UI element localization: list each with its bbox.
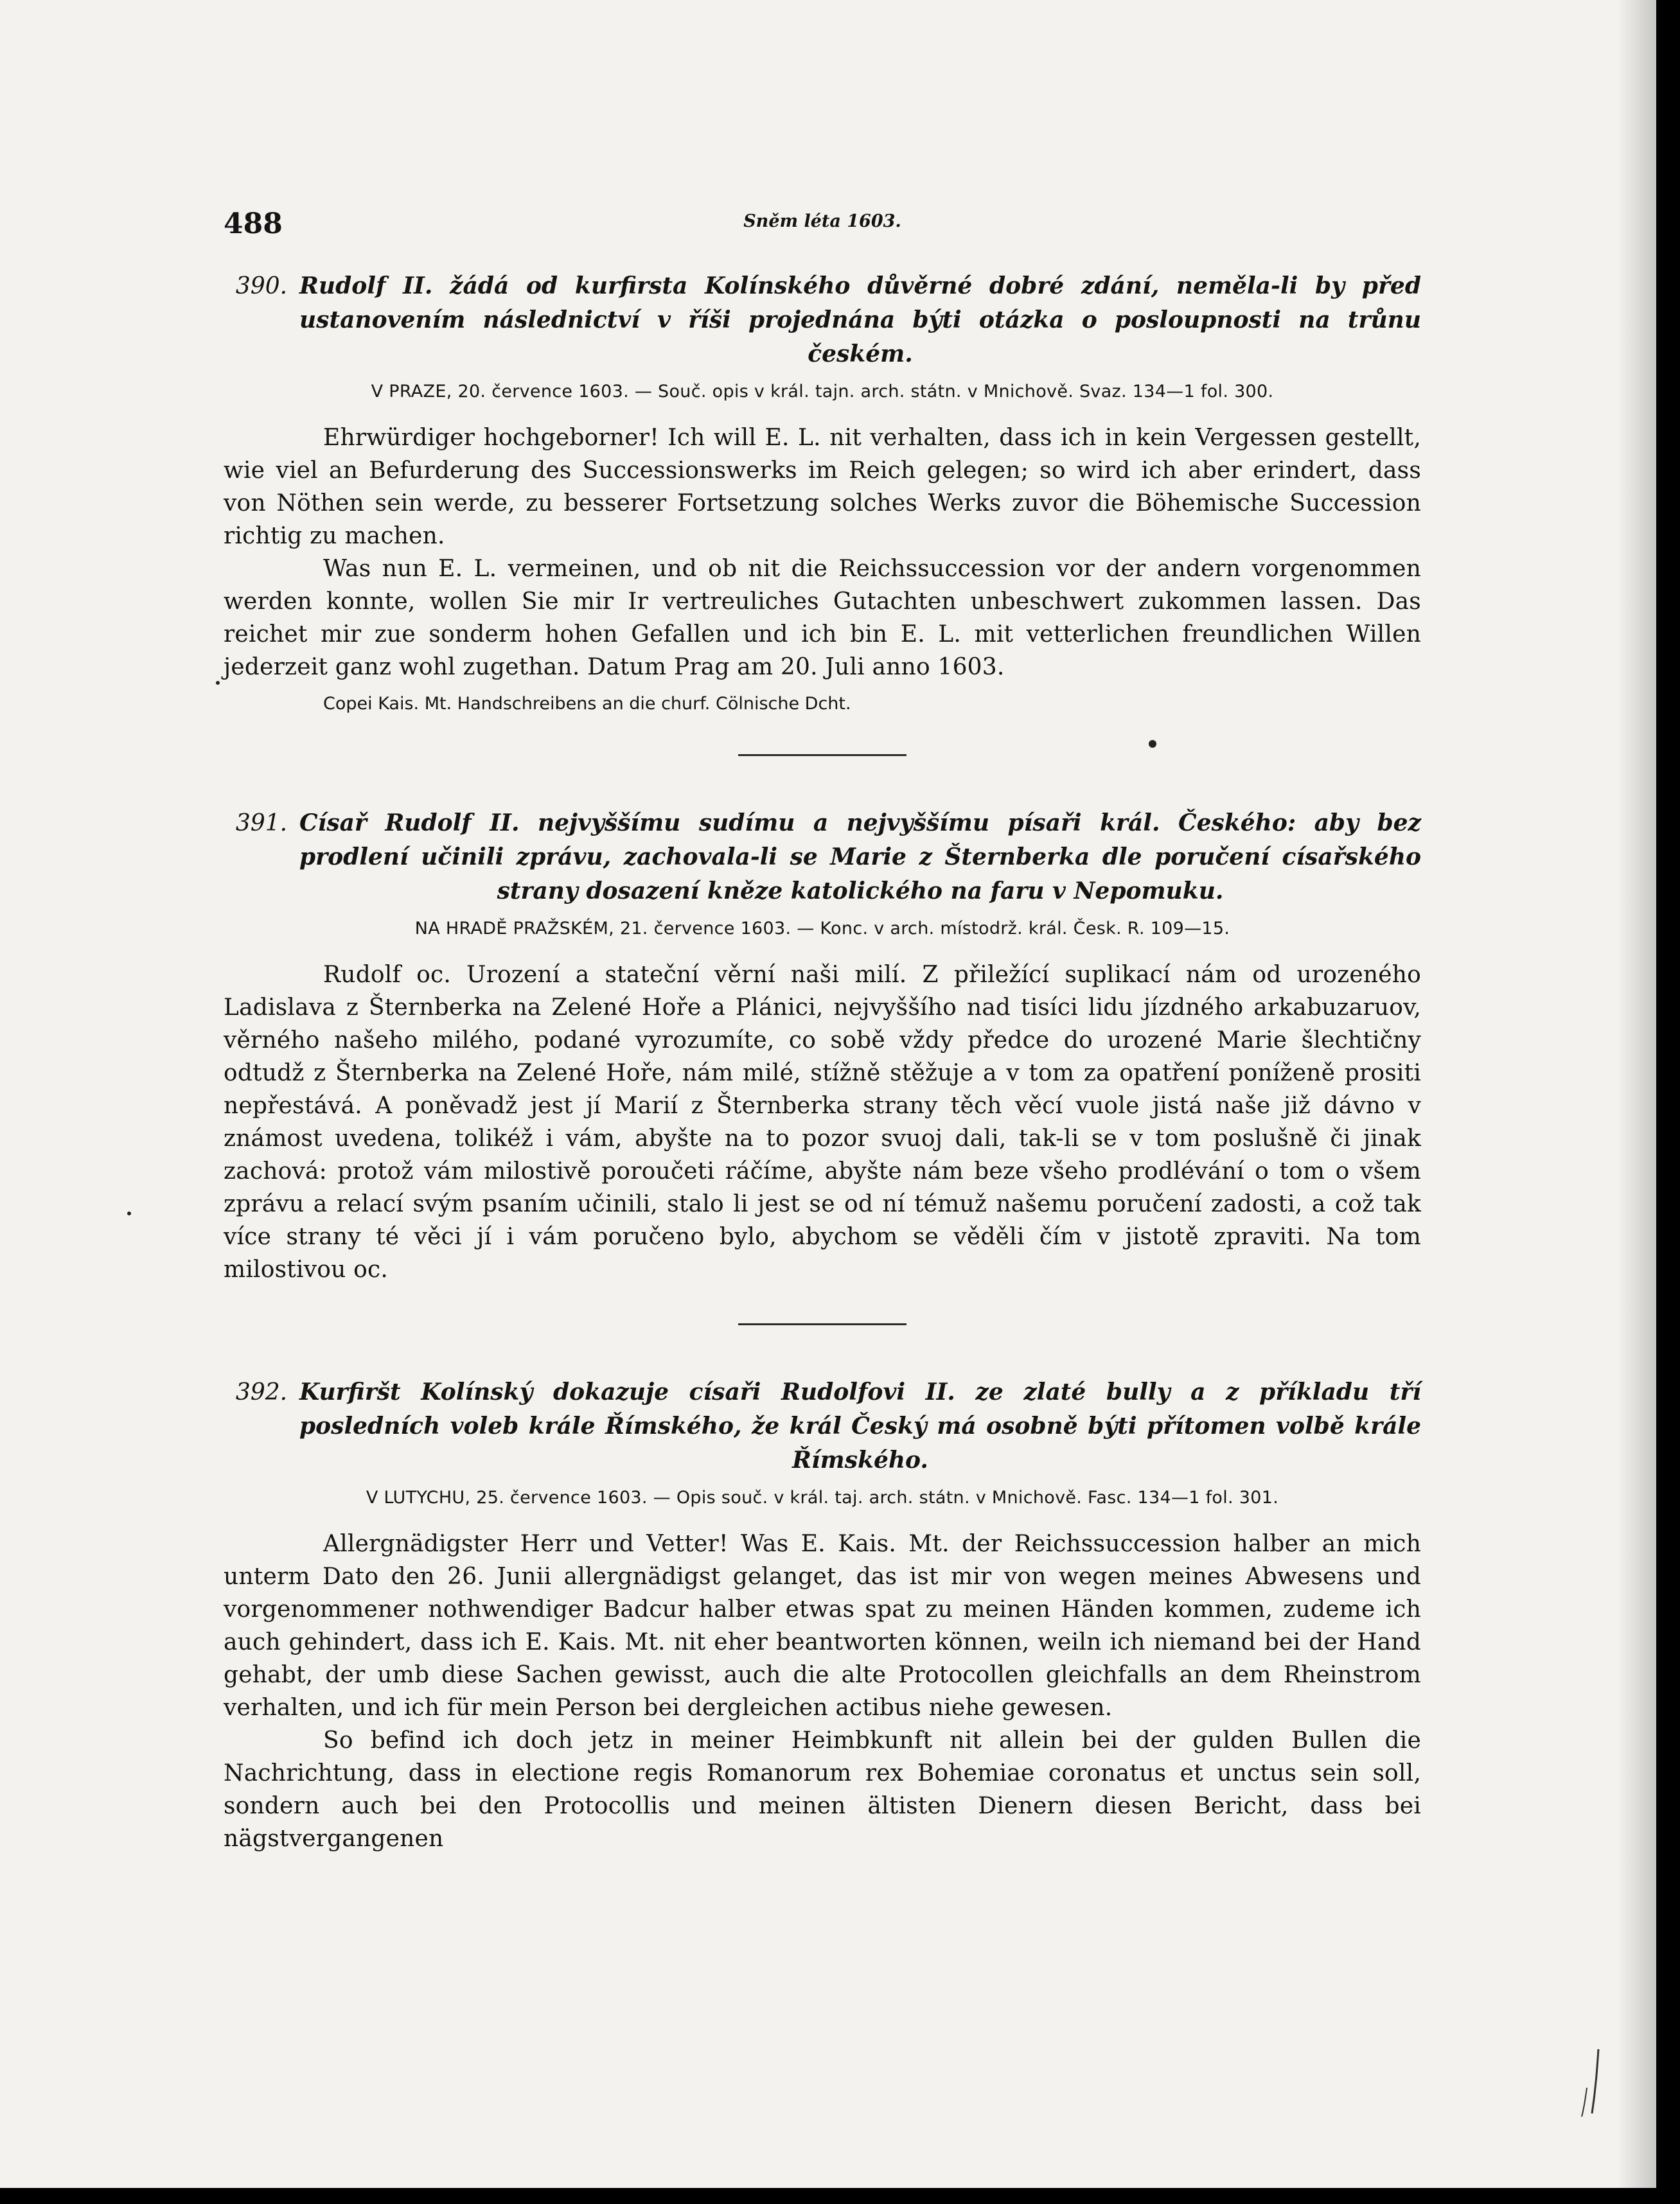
source-note: Copei Kais. Mt. Handschreibens an die churf. Cölnische Dcht. — [323, 694, 851, 714]
paragraph: Rudolf oc. Urození a stateční věrní naši milí. Z přiležící suplikací nám od urozeného Ladislava z Šternberka na Zelené Hoře a Plánici, nejvyššího nad tisíci lidu jízdného arkabuzaruov, věrného našeho milého, podané vyrozumíte, co sobě vždy předce do urozené Marie šlechtičny odtudž z Šternberka na Zelené Hoře, nám milé, stížně stěžuje a v tom za opatření poníženě prositi nepřestává. A poněvadž jest jí Marií z Šternberka strany těch věcí vuole jistá naše již dávno v známost uvedena, tolikéž i vám, abyšte na to pozor svuoj dali, tak-li se v tom poslušně či jinak zachová: protož vám milostivě poroučeti ráčíme, abyšte nám beze všeho prodlévání o tom o všem zprávu a relací svým psaním učinili, stalo li jest se od ní témuž našemu poručení zadosti, a což tak více strany té věci jí i vám poručeno bylo, abychom se věděli čím v jistotě zpraviti. Na tom milostivou oc. — [224, 962, 1421, 1283]
page-content — [224, 202, 1421, 1855]
paragraph: Ehrwürdiger hochgeborner! Ich will E. L. nit verhalten, dass ich in kein Vergessen gestellt, wie viel an Befurderung des Successionswerks im Reich gelegen; so wird ich aber erindert, dass von Nöthen sein werde, zu besserer Fortsetzung solches Werks zuvor die Böhemische Succession richtig zu machen. — [224, 425, 1421, 549]
document-391 — [224, 806, 1421, 1325]
document-392 — [224, 1375, 1421, 1855]
scan-speck — [1149, 740, 1156, 748]
page-edge-shadow — [1618, 0, 1656, 2188]
document-heading — [224, 269, 1421, 371]
paragraph: So befind ich doch jetz in meiner Heimbkunft nit allein bei der gulden Bullen die Nachrichtung, dass in electione regis Romanorum rex Bohemiae coronatus et unctus sein soll, sondern auch bei den Protocollis und meinen ältisten Dienern diesen Bericht, dass bei nägstvergangenen — [224, 1727, 1421, 1852]
document-title: Rudolf II. žádá od kurfirsta Kolínského důvěrné dobré zdání, neměla-li by před ustanovením následnictví v říši projednána býti otázka o posloupnosti na trůnu českém. — [299, 272, 1421, 367]
margin-pencil-mark — [1573, 2043, 1611, 2120]
document-number: 391. — [235, 810, 288, 836]
document-title: Císař Rudolf II. nejvyššímu sudímu a nejvyššímu písaři král. Českého: aby bez prodlení učinili zprávu, zachovala-li se Marie z Šternberka dle poručení císařského strany dosazení kněze katolického na faru v Nepomuku. — [299, 809, 1421, 904]
document-number: 390. — [235, 273, 288, 299]
document-390 — [224, 269, 1421, 756]
document-number: 392. — [235, 1379, 288, 1406]
running-head — [224, 202, 1421, 241]
document-dateline: NA HRADĚ PRAŽSKÉM, 21. července 1603. — Konc. v arch. místodrž. král. Česk. R. 109—15. — [414, 919, 1230, 939]
scan-speck — [127, 1212, 131, 1215]
page-number: 488 — [224, 207, 283, 240]
running-title: Sněm léta 1603. — [743, 211, 901, 231]
section-divider — [738, 1323, 906, 1325]
document-dateline: V PRAZE, 20. července 1603. — Souč. opis v král. tajn. arch. státn. v Mnichově. Svaz. 134—1 fol. 300. — [371, 382, 1274, 401]
document-heading — [224, 1375, 1421, 1477]
scan-speck — [216, 681, 220, 685]
paragraph: Was nun E. L. vermeinen, und ob nit die Reichssuccession vor der andern vorgenommen werden konnte, wollen Sie mir Ir vertreuliches Gutachten unbeschwert zukommen lassen. Das reichet mir zue sonderm hohen Gefallen und ich bin E. L. mit vetterlichen freundlichen Willen jederzeit ganz wohl zugethan. Datum Prag am 20. Juli anno 1603. — [224, 556, 1421, 680]
section-divider — [738, 754, 906, 756]
paragraph: Allergnädigster Herr und Vetter! Was E. Kais. Mt. der Reichssuccession halber an mich unterm Dato den 26. Junii allergnädigst gelanget, das ist mir von wegen meines Abwesens und vorgenommener nothwendiger Badcur halber etwas spat zu meinen Händen kommen, zudeme ich auch gehindert, dass ich E. Kais. Mt. nit eher beantworten können, weiln ich niemand bei der Hand gehabt, der umb diese Sachen gewisst, auch die alte Protocollen gleichfalls an dem Rheinstrom verhalten, und ich für mein Person bei dergleichen actibus niehe gewesen. — [224, 1531, 1421, 1721]
document-heading — [224, 806, 1421, 908]
document-dateline: V LUTYCHU, 25. července 1603. — Opis souč. v král. taj. arch. státn. v Mnichově. Fasc. 134—1 fol. 301. — [366, 1488, 1279, 1508]
document-title: Kurfiršt Kolínský dokazuje císaři Rudolfovi II. ze zlaté bully a z příkladu tří posledních voleb krále Římského, že král Český má osobně býti přítomen volbě krále Římského. — [299, 1379, 1421, 1474]
